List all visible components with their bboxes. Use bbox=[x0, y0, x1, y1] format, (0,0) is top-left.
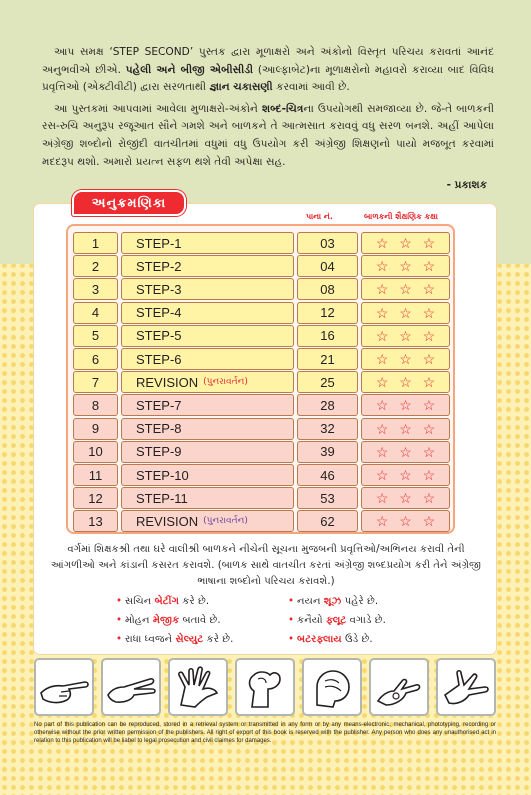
row-number: 9 bbox=[73, 418, 118, 440]
activity-highlight: ફ્લૂટ bbox=[325, 615, 347, 626]
activity-text: ઉડે છે. bbox=[341, 634, 373, 645]
butterfly-hands-icon bbox=[436, 658, 496, 716]
star-icon: ☆ bbox=[375, 490, 389, 507]
star-icon: ☆ bbox=[399, 443, 412, 460]
row-title: REVISION bbox=[136, 374, 199, 390]
row-page-number: 03 bbox=[297, 232, 358, 254]
row-title: STEP-8 bbox=[136, 421, 182, 437]
row-page-number: 12 bbox=[297, 302, 358, 324]
activity-highlight: સેલ્યુટ bbox=[175, 634, 204, 645]
star-icon: ☆ bbox=[375, 281, 389, 298]
pinch-hand-icon bbox=[235, 658, 295, 716]
row-level-stars bbox=[361, 302, 450, 324]
activity-text: કરે છે. bbox=[179, 596, 210, 607]
star-icon: ☆ bbox=[422, 304, 436, 321]
row-page-number: 04 bbox=[297, 255, 358, 277]
star-icon: ☆ bbox=[422, 490, 436, 507]
star-icon: ☆ bbox=[399, 235, 412, 251]
column-header-level: બાળકની શૈક્ષણિક કક્ષા bbox=[364, 212, 438, 221]
row-number: 3 bbox=[73, 278, 118, 300]
activity-text: બતાવે છે. bbox=[179, 615, 221, 626]
row-level-stars bbox=[361, 232, 450, 254]
bullet-icon: • bbox=[288, 634, 295, 645]
row-page-number: 53 bbox=[297, 487, 358, 509]
row-number: 1 bbox=[73, 232, 118, 254]
row-title: STEP-4 bbox=[136, 305, 182, 321]
row-number: 13 bbox=[73, 510, 118, 532]
pointing-hand-icon bbox=[34, 658, 94, 716]
row-title: STEP-10 bbox=[136, 467, 189, 483]
activity-item bbox=[116, 632, 288, 648]
activity-text: સચિન bbox=[125, 596, 155, 607]
table-row bbox=[73, 418, 450, 440]
activity-list bbox=[116, 594, 456, 648]
row-subtitle: (પુનરાવર્તન) bbox=[203, 516, 248, 527]
star-icon: ☆ bbox=[375, 235, 389, 251]
row-number: 5 bbox=[73, 325, 118, 347]
row-level-stars bbox=[361, 487, 450, 509]
column-header-pages: પાના નં. bbox=[306, 212, 333, 221]
row-level-stars bbox=[361, 510, 450, 532]
row-number: 11 bbox=[73, 464, 118, 486]
star-icon: ☆ bbox=[399, 467, 412, 483]
bullet-icon: • bbox=[116, 615, 123, 626]
row-title: STEP-7 bbox=[136, 397, 182, 413]
star-icon: ☆ bbox=[422, 443, 436, 460]
star-icon: ☆ bbox=[422, 281, 436, 298]
star-icon: ☆ bbox=[422, 351, 436, 367]
activity-text: નયન bbox=[297, 596, 324, 607]
row-number: 8 bbox=[73, 394, 118, 416]
table-of-contents bbox=[66, 224, 455, 534]
star-icon: ☆ bbox=[375, 351, 389, 367]
star-icon: ☆ bbox=[422, 374, 436, 391]
row-title: STEP-1 bbox=[136, 235, 182, 251]
row-page-number: 28 bbox=[297, 394, 358, 416]
star-icon: ☆ bbox=[422, 397, 436, 414]
table-row bbox=[73, 510, 450, 532]
star-icon: ☆ bbox=[399, 351, 412, 367]
row-level-stars bbox=[361, 371, 450, 393]
table-row bbox=[73, 441, 450, 463]
row-level-stars bbox=[361, 418, 450, 440]
row-number: 12 bbox=[73, 487, 118, 509]
star-icon: ☆ bbox=[375, 374, 389, 391]
row-title-cell bbox=[121, 348, 294, 370]
star-icon: ☆ bbox=[375, 420, 389, 437]
activity-item bbox=[116, 594, 288, 610]
open-palm-icon bbox=[168, 658, 228, 716]
row-title-cell bbox=[121, 371, 294, 393]
activity-text: મોહન bbox=[125, 615, 153, 626]
row-level-stars bbox=[361, 464, 450, 486]
preface-paragraph-2: આ પુસ્તકમાં આપવામાં આવેલા મુળાક્ષરો-અંકોને શબ્દ-ચિત્રના ઉપયોગથી સમજાવ્યા છે. જે-તે બાળકની રસ-રુચિ અનુરૂપ રજૂઆત સૌને ગમશે અને બાળકને તે આત્મસાત કરાવવું વધુ સરળ બનશે. અહીં આપેલા અંગ્રેજી શબ્દોનો રોજીંદી વાતચીતમાં વધુમાં વધુ ઉપયોગ કરી અંગ્રેજી શિક્ષણનો પાયો મજબૂત કરવામાં મદદરૂપ થશો. અમારો પ્રયત્ન સફળ થશે તેવી અપેક્ષા સહ. bbox=[42, 102, 495, 168]
activity-text: વગાડે છે. bbox=[346, 615, 386, 626]
publisher-signature: - પ્રકાશક bbox=[446, 179, 487, 191]
row-title-cell bbox=[121, 255, 294, 277]
row-title-cell bbox=[121, 302, 294, 324]
row-subtitle: (પુનરાવર્તન) bbox=[203, 377, 248, 388]
star-icon: ☆ bbox=[422, 327, 436, 344]
row-title: REVISION bbox=[136, 513, 199, 529]
table-row bbox=[73, 394, 450, 416]
star-icon: ☆ bbox=[375, 467, 389, 483]
row-level-stars bbox=[361, 348, 450, 370]
row-title-cell bbox=[121, 418, 294, 440]
table-row bbox=[73, 348, 450, 370]
bullet-icon: • bbox=[116, 596, 123, 607]
row-title-cell bbox=[121, 487, 294, 509]
activity-item bbox=[288, 632, 438, 648]
row-level-stars bbox=[361, 325, 450, 347]
table-row bbox=[73, 325, 450, 347]
star-icon: ☆ bbox=[399, 513, 412, 530]
fist-hand-icon bbox=[302, 658, 362, 716]
row-page-number: 08 bbox=[297, 278, 358, 300]
activity-text: કનૈયો bbox=[297, 615, 326, 626]
row-page-number: 16 bbox=[297, 325, 358, 347]
bullet-icon: • bbox=[288, 615, 295, 626]
row-number: 10 bbox=[73, 441, 118, 463]
row-title-cell bbox=[121, 510, 294, 532]
activity-item bbox=[288, 594, 438, 610]
row-page-number: 25 bbox=[297, 371, 358, 393]
row-level-stars bbox=[361, 278, 450, 300]
activity-text: કરે છે. bbox=[203, 634, 234, 645]
row-title-cell bbox=[121, 441, 294, 463]
row-number: 4 bbox=[73, 302, 118, 324]
instruction-note: વર્ગમાં શિક્ષકશ્રી તથા ઘરે વાલીશ્રી બાળકને નીચેની સૂચના મુજબની પ્રવૃત્તિઓ/અભિનય કરાવી તેની આંગળીઓ અને કાંડાની કસરત કરાવશે. (બાળક સાથે વાતચીત કરતાં અંગ્રેજી શબ્દપ્રયોગ કરી તેને અંગ્રેજી ભાષાના શબ્દોનો પરિચય કરાવશે.) bbox=[50, 544, 482, 587]
star-icon: ☆ bbox=[399, 490, 412, 507]
row-title: STEP-9 bbox=[136, 444, 182, 460]
activity-highlight: શૂઝ bbox=[323, 596, 342, 607]
bullet-icon: • bbox=[116, 634, 123, 645]
hand-gesture-strip bbox=[34, 658, 496, 716]
row-level-stars bbox=[361, 441, 450, 463]
table-row bbox=[73, 278, 450, 300]
table-row bbox=[73, 302, 450, 324]
row-title: STEP-3 bbox=[136, 281, 182, 297]
row-page-number: 39 bbox=[297, 441, 358, 463]
activity-item bbox=[288, 613, 438, 629]
row-title-cell bbox=[121, 394, 294, 416]
row-page-number: 32 bbox=[297, 418, 358, 440]
row-title-cell bbox=[121, 464, 294, 486]
star-icon: ☆ bbox=[375, 397, 389, 414]
index-title: અનુક્રમણિકા bbox=[72, 190, 186, 216]
table-row bbox=[73, 464, 450, 486]
star-icon: ☆ bbox=[422, 467, 436, 483]
preface-paragraph-1: આપ સમક્ષ ‘STEP SECOND’ પુસ્તક દ્વારા મૂળાક્ષરો અને અંકોનો વિસ્તૃત પરિચય કરાવતાં આનંદ અનુભવીએ છીએ. પહેલી અને બીજી એબીસીડી (આલ્ફાબેટ)ના મૂળાક્ષરોનો મહાવરો કરાવ્યા બાદ વિવિધ પ્રવૃત્તિઓ (એક્ટીવીટી) દ્વારા સરળતાથી જ્ઞાન ચકાસણી કરવામાં આવી છે. bbox=[42, 46, 494, 94]
row-page-number: 46 bbox=[297, 464, 358, 486]
activity-text: રાધા ધ્વજને bbox=[125, 634, 176, 645]
row-title-cell bbox=[121, 278, 294, 300]
star-icon: ☆ bbox=[422, 258, 436, 275]
star-icon: ☆ bbox=[399, 281, 412, 298]
row-title-cell bbox=[121, 232, 294, 254]
preface-text bbox=[42, 44, 494, 171]
row-page-number: 62 bbox=[297, 510, 358, 532]
star-icon: ☆ bbox=[422, 235, 436, 251]
activity-highlight: બટરફ્લાય bbox=[297, 634, 342, 645]
activity-item bbox=[116, 613, 288, 629]
activity-highlight: મેજીક bbox=[152, 615, 180, 626]
table-row bbox=[73, 487, 450, 509]
row-title: STEP-2 bbox=[136, 258, 182, 274]
row-title: STEP-11 bbox=[136, 490, 188, 506]
flute-fingers-icon bbox=[369, 658, 429, 716]
activity-text: પહેરે છે. bbox=[341, 596, 379, 607]
row-number: 7 bbox=[73, 371, 118, 393]
row-level-stars bbox=[361, 394, 450, 416]
table-row bbox=[73, 255, 450, 277]
star-icon: ☆ bbox=[375, 443, 389, 460]
activity-highlight: બેટીંગ bbox=[154, 596, 180, 607]
star-icon: ☆ bbox=[399, 420, 412, 437]
row-page-number: 21 bbox=[297, 348, 358, 370]
row-title-cell bbox=[121, 325, 294, 347]
star-icon: ☆ bbox=[375, 258, 389, 275]
star-icon: ☆ bbox=[399, 258, 412, 275]
star-icon: ☆ bbox=[399, 397, 412, 414]
bullet-icon: • bbox=[288, 596, 295, 607]
star-icon: ☆ bbox=[375, 327, 389, 344]
row-title: STEP-6 bbox=[136, 351, 182, 367]
star-icon: ☆ bbox=[399, 304, 412, 321]
star-icon: ☆ bbox=[375, 513, 389, 530]
star-icon: ☆ bbox=[399, 327, 412, 344]
row-number: 2 bbox=[73, 255, 118, 277]
star-icon: ☆ bbox=[399, 374, 412, 391]
two-finger-hand-icon bbox=[101, 658, 161, 716]
table-row bbox=[73, 232, 450, 254]
row-number: 6 bbox=[73, 348, 118, 370]
table-row bbox=[73, 371, 450, 393]
row-level-stars bbox=[361, 255, 450, 277]
star-icon: ☆ bbox=[422, 420, 436, 437]
row-title: STEP-5 bbox=[136, 328, 182, 344]
star-icon: ☆ bbox=[422, 513, 436, 530]
copyright-notice: No part of this publication can be reproduced, stored in a retrieval system or transmitted in any form or by any means-electronic, mechanical, phototyping, recording or otherwise without the prior written permission of the publishers. All right of export of this book is reserved with the publisher. Any person who does any unauthorised act in relation to this publication will be liabel to legal prosecution and civil claimes for damages. bbox=[34, 722, 496, 744]
star-icon: ☆ bbox=[375, 304, 389, 321]
